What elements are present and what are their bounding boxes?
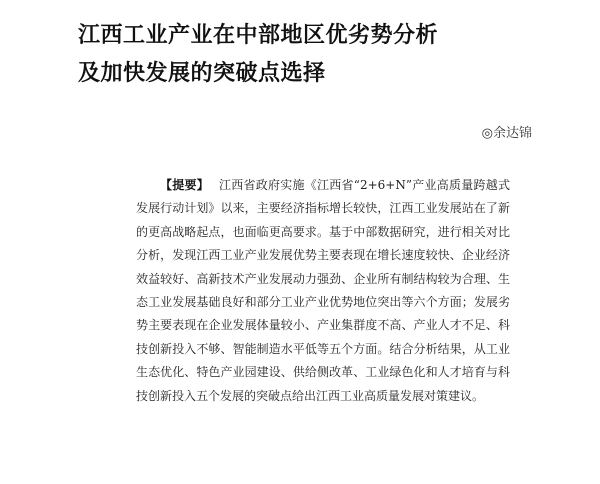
abstract-label: 【提要】 [160, 178, 210, 192]
article-title-line-2: 及加快发展的突破点选择 [78, 61, 326, 86]
abstract-text: 江西省政府实施《江西省“2+6+N”产业高质量跨越式发展行动计划》以来，主要经济指标增长较快，江西工业发展站在了新的更高战略起点，也面临更高要求。基于中部数据研究，进行相关对比分析，发现江西工业产业发展优势主要表现在增长速度较快、企业经济效益较好、高新技术产业发展动力强劲、企业所有制结构较为合理、生态工业发展基础良好和部分工业产业优势地位突出等六个方面；发展劣势主要表现在企业发展体量较小、产业集群度不高、产业人才不足、科技创新投入不够、智能制造水平低等五个方面。结合分析结果，从工业生态优化、特色产业园建设、供给侧改革、工业绿色化和人才培育与科技创新投入五个发展的突破点给出江西工业高质量发展对策建议。 [136, 178, 510, 403]
abstract-paragraph [136, 174, 510, 408]
author-name: ◎余达锦 [481, 126, 532, 141]
article-title-line-1: 江西工业产业在中部地区优劣势分析 [78, 23, 439, 48]
